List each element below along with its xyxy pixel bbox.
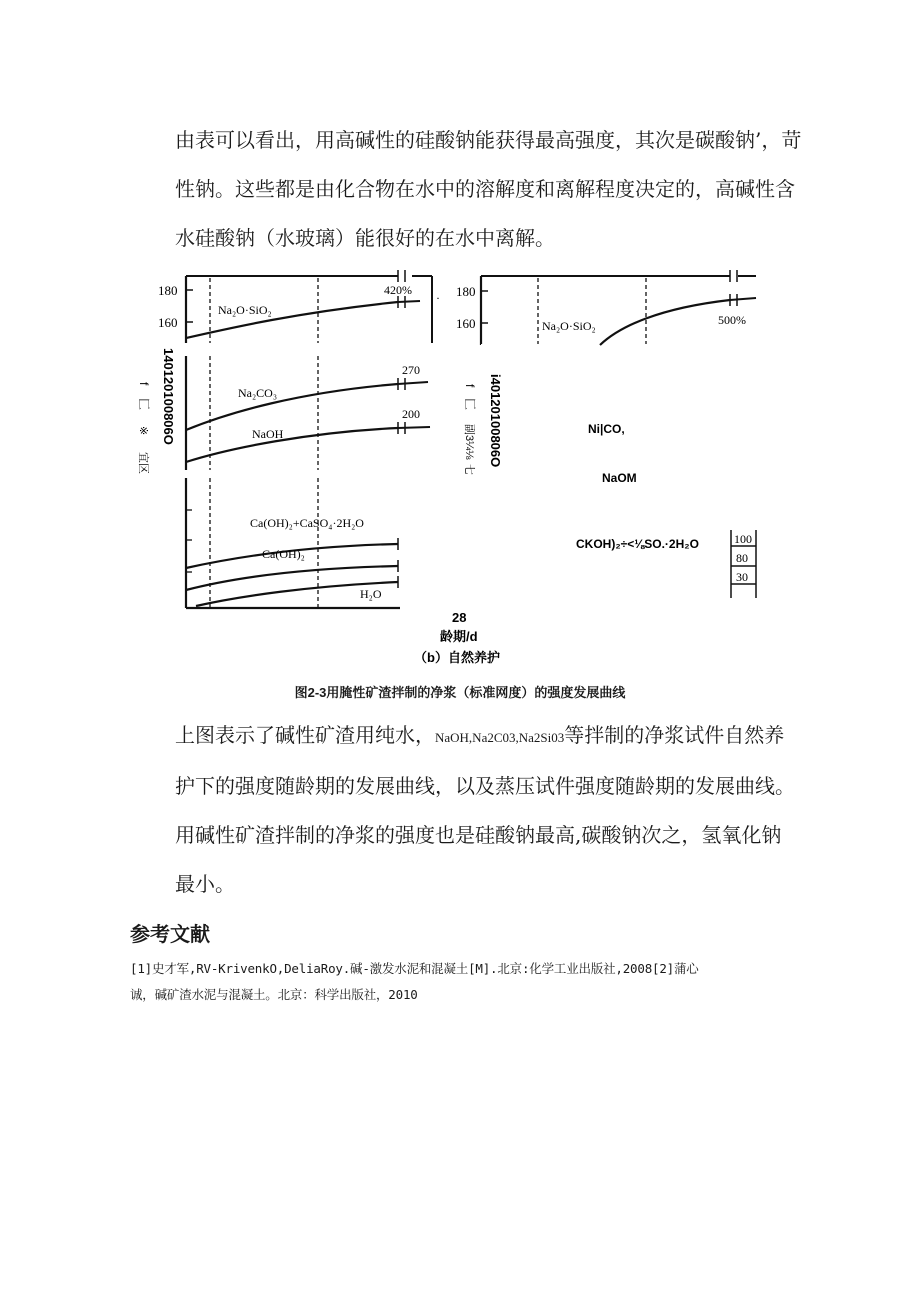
value-270: 270: [402, 363, 420, 377]
left-chart: [137, 270, 440, 608]
label-caoh2: Ca(OH)₂: [262, 547, 305, 561]
right-value-100: 100: [734, 532, 752, 546]
right-value-30: 30: [736, 570, 748, 584]
svg-text:·: ·: [436, 291, 440, 305]
analysis-line-1-prefix: 上图表示了碱性矿渣用纯水，: [175, 723, 435, 747]
analysis-line-1: [175, 711, 815, 762]
value-200: 200: [402, 407, 420, 421]
right-ocr-naoh: NaOM: [602, 471, 637, 485]
reference-line-2: 诚，碱矿渣水泥与混凝土。北京：科学出版社，2010: [130, 987, 418, 1002]
right-curve-na2osio2: [600, 300, 730, 345]
right-y-label-ocr-1: f: [463, 384, 477, 388]
value-500: 500%: [718, 313, 746, 327]
intro-line-2: 性钠。这些都是由化合物在水中的溶解度和离解程度决定的，高碱性含: [175, 177, 795, 201]
x-axis-label: 龄期/d: [440, 629, 478, 644]
right-y-label-ocr-4: 七: [463, 464, 475, 475]
analysis-line-1-chem: NaOH,Na2C03,Na2Si03: [435, 730, 565, 745]
value-420: 420%: [384, 283, 412, 297]
right-ytick-180: 180: [456, 284, 476, 299]
left-y-label-ocr-4: 宜区: [137, 452, 149, 474]
intro-line-3: 水硅酸钠（水玻璃）能很好的在水中离解。: [175, 226, 555, 250]
analysis-line-2: 护下的强度随龄期的发展曲线，以及蒸压试件强度随龄期的发展曲线。: [175, 774, 795, 798]
right-value-80: 80: [736, 551, 748, 565]
label-naoh: NaOH: [252, 427, 284, 441]
references-list: [130, 956, 810, 1008]
right-chart: [456, 270, 756, 598]
right-ocr-caoh2: CKOH)₂÷<⅛SO.·2H₂O: [576, 537, 699, 551]
intro-line-1: 由表可以看出，用高碱性的硅酸钠能获得最高强度，其次是碳酸钠’，苛: [175, 128, 802, 152]
right-label-na2osio2: Na₂O·SiO₂: [542, 319, 596, 333]
analysis-line-3: 用碱性矿渣拌制的净浆的强度也是硅酸钠最高,碳酸钠次之，氢氧化钠: [175, 823, 782, 847]
label-caoh2-caso4: Ca(OH)₂+CaSO₄·2H₂O: [250, 516, 364, 530]
subcaption: （b）自然养护: [414, 650, 500, 665]
label-na2osio2: Na₂O·SiO₂: [218, 303, 272, 317]
analysis-line-4: 最小。: [175, 872, 235, 896]
right-y-label-ocr-3: 副3¼⅛: [463, 424, 475, 460]
curve-naoh: [186, 428, 398, 462]
label-h2o: H₂O: [360, 587, 382, 601]
right-ocr-na2co3: Ni|CO,: [588, 422, 625, 436]
left-y-label-ocr-2: 匚: [137, 398, 151, 411]
curve-na2co3: [186, 384, 398, 430]
left-ytick-180: 180: [158, 283, 178, 298]
reference-line-1: [1]史才军,RV-KrivenkO,DeliaRoy.碱-激发水泥和混凝土[M].北京:化学工业出版社,2008[2]蒲心: [130, 961, 699, 976]
analysis-line-1-suffix: 等拌制的净浆试件自然养: [564, 723, 785, 747]
left-y-axis-ocr: 140120100806O: [161, 348, 176, 445]
left-y-label-ocr-3: ※: [137, 426, 149, 436]
analysis-paragraph: [175, 711, 815, 909]
figure-caption: 图2-3用腌性矿渣拌制的净浆（标准网度）的强度发展曲线: [294, 685, 626, 700]
left-ytick-160: 160: [158, 315, 178, 330]
label-na2co3: Na₂CO₃: [238, 386, 278, 400]
references-heading: 参考文献: [130, 922, 210, 946]
x-tick-28: 28: [452, 610, 467, 625]
right-y-axis-ocr: i40120100806O: [488, 374, 503, 468]
left-y-label-ocr-1: f: [137, 382, 151, 386]
right-ytick-160: 160: [456, 316, 476, 331]
right-y-label-ocr-2: 匚: [463, 398, 477, 411]
